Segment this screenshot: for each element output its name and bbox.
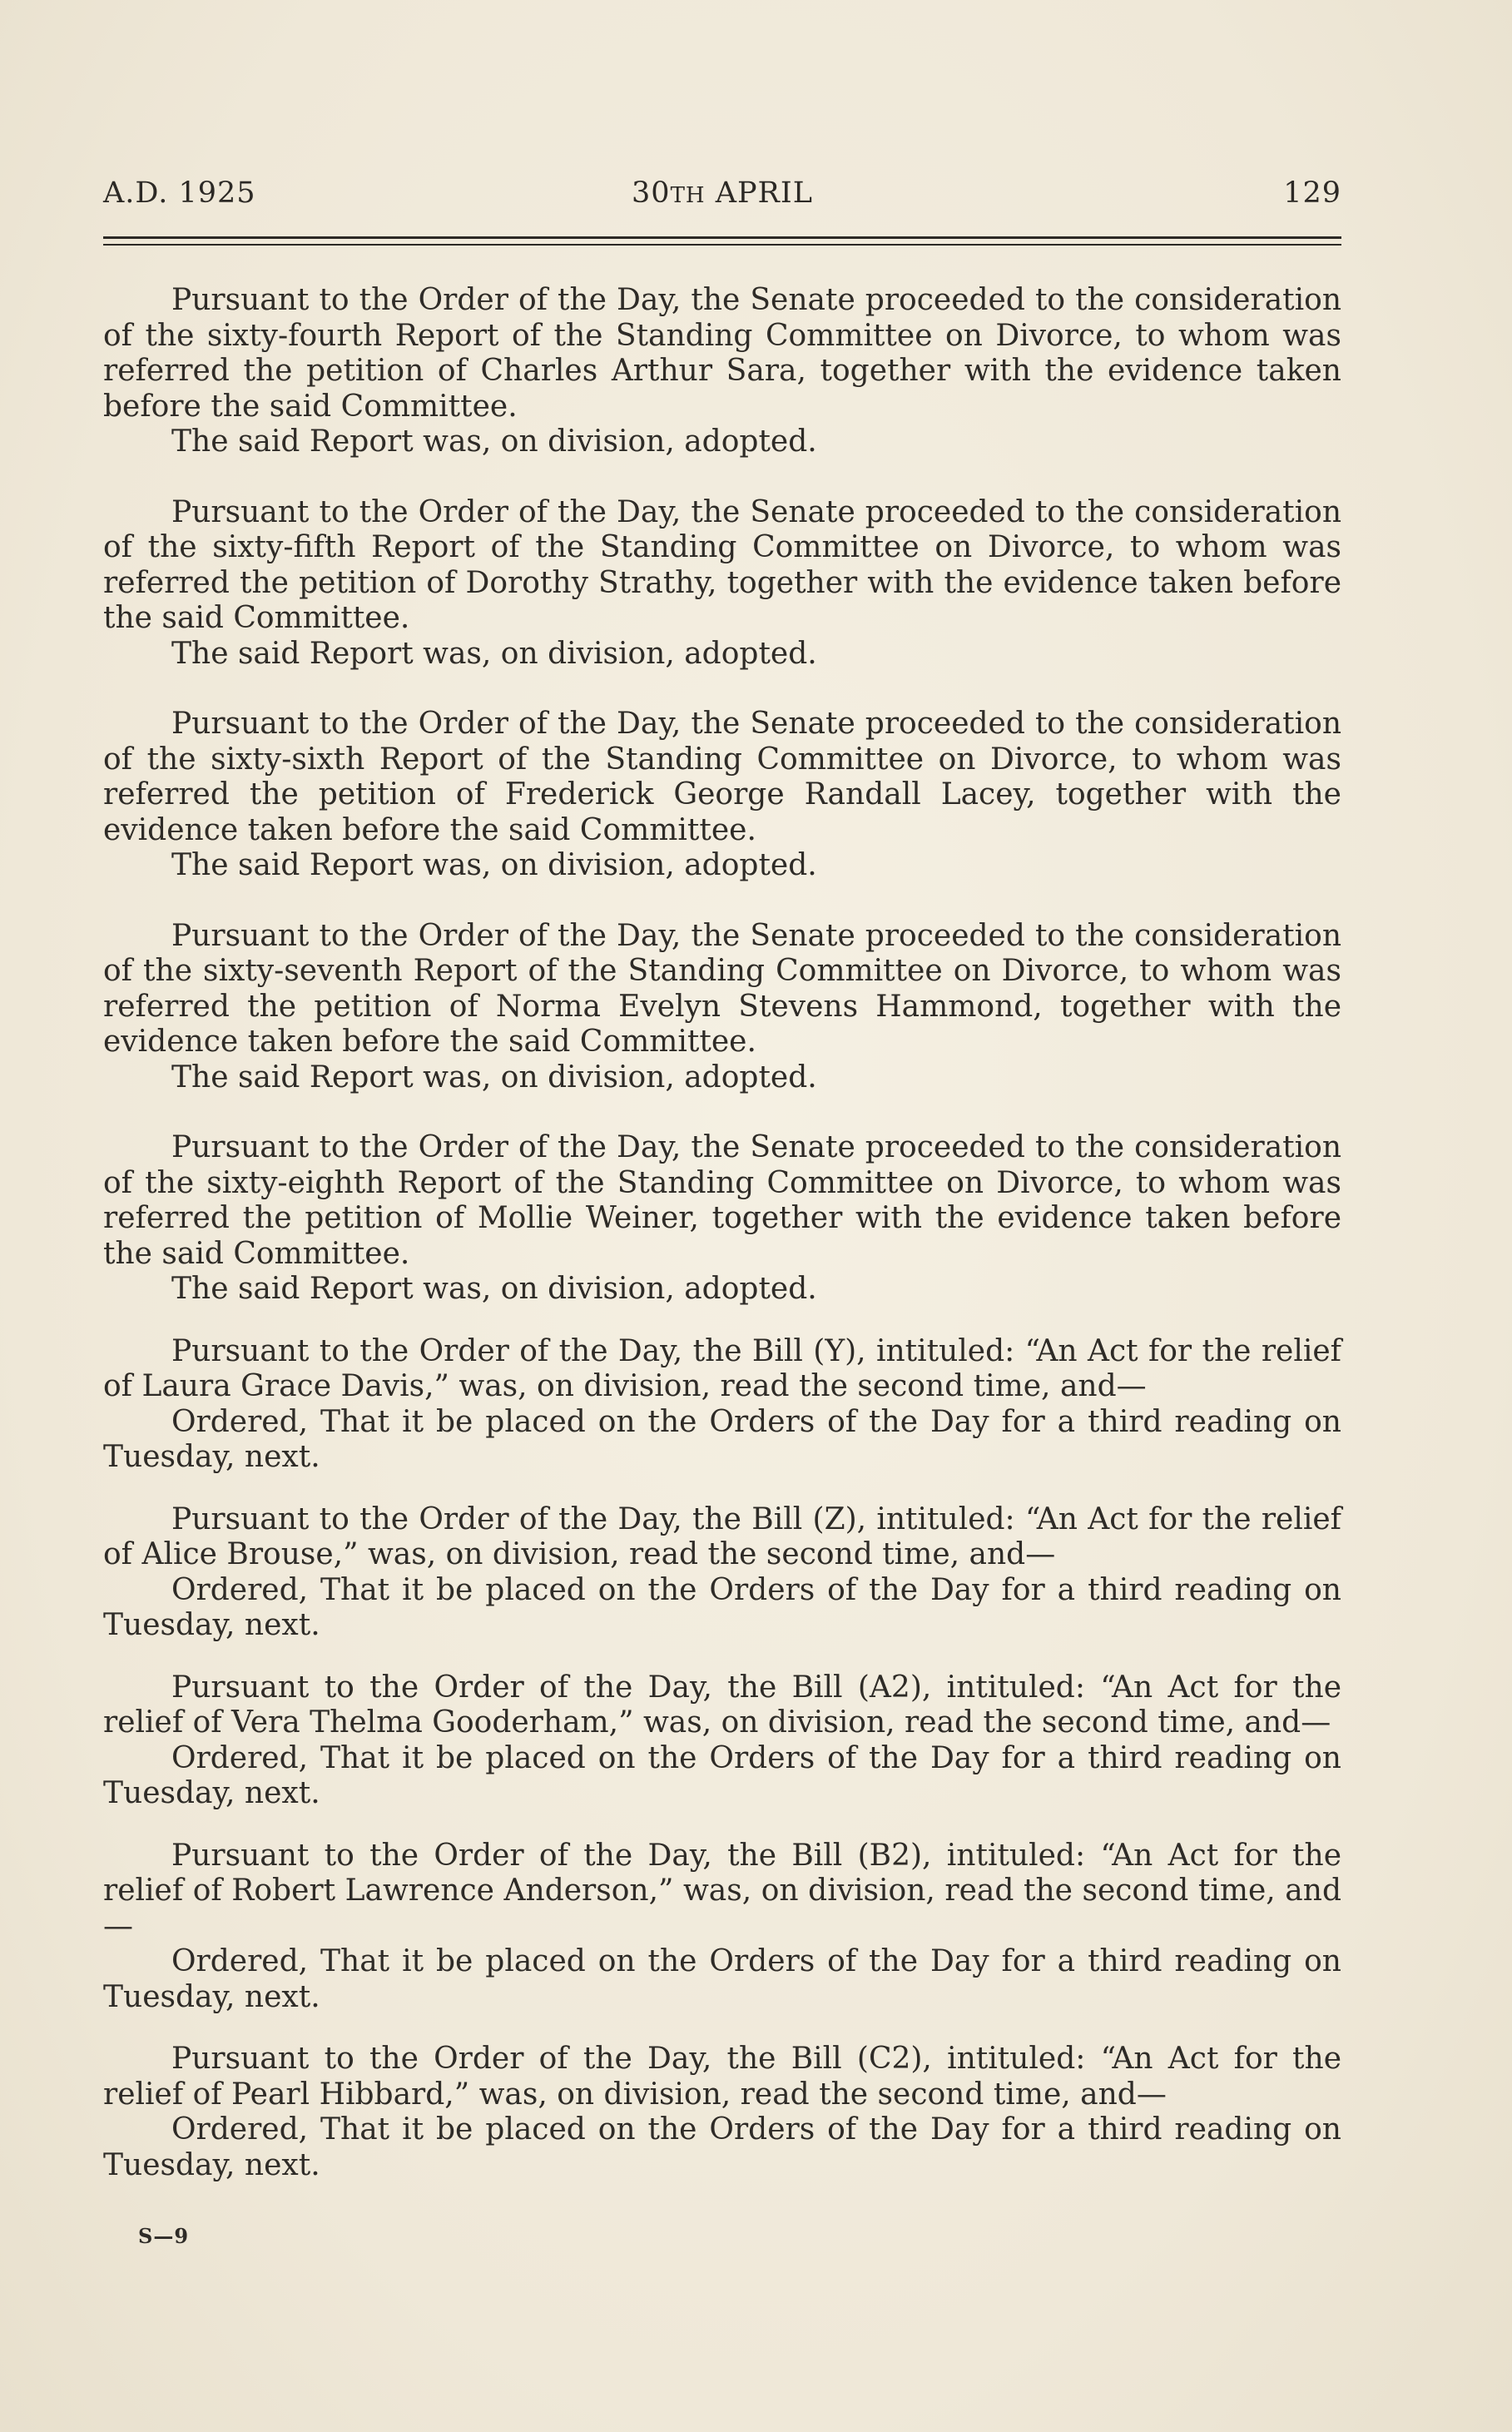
journal-entry <box>103 1839 1341 2016</box>
journal-entry <box>103 919 1341 1096</box>
page-number: 129 <box>1283 176 1341 210</box>
entry-result: Ordered, That it be placed on the Orders of the Day for a third reading on Tuesday, next. <box>103 1572 1341 1642</box>
entry-text: Pursuant to the Order of the Day, the Bill (B2), intituled: “An Act for the relief of Robert Lawrence Anderson,” was, on division, read the second time, and— <box>103 1838 1341 1943</box>
entry-result: Ordered, That it be placed on the Orders of the Day for a third reading on Tuesday, next. <box>103 2112 1341 2182</box>
entry-text: Pursuant to the Order of the Day, the Senate proceeded to the consideration of the sixty-sixth Report of the Standing Committee on Divorce, to whom was referred the petition of Frederick George Randall Lacey, together with the evidence taken before the said Committee. <box>103 707 1341 847</box>
entry-result: The said Report was, on division, adopted. <box>171 636 817 671</box>
entry-result: The said Report was, on division, adopted. <box>171 848 817 882</box>
journal-entry <box>103 1502 1341 1644</box>
entry-text: Pursuant to the Order of the Day, the Senate proceeded to the consideration of the sixty-fourth Report of the Standing Committee on Divorce, to whom was referred the petition of Charles Arthur Sara, together with the evidence taken before the said Committee. <box>103 283 1341 424</box>
journal-entry <box>103 707 1341 884</box>
entry-text: Pursuant to the Order of the Day, the Senate proceeded to the consideration of the sixty-seventh Report of the Standing Committee on Divorce, to whom was referred the petition of Norma Evelyn Stevens Hammond, together with the evidence taken before the said Committee. <box>103 918 1341 1059</box>
entry-result: The said Report was, on division, adopted. <box>171 1060 817 1094</box>
entry-text: Pursuant to the Order of the Day, the Bill (C2), intituled: “An Act for the relief of Pearl Hibbard,” was, on division, read the second time, and— <box>103 2042 1341 2112</box>
header-date-suffix: TH <box>670 183 706 208</box>
journal-entry <box>103 283 1341 460</box>
entry-result: The said Report was, on division, adopted. <box>171 1272 817 1306</box>
entry-text: Pursuant to the Order of the Day, the Senate proceeded to the consideration of the sixty-fifth Report of the Standing Committee on Divorce, to whom was referred the petition of Dorothy Strathy, together with the evidence taken before the said Committee. <box>103 494 1341 635</box>
header-rule-thin <box>103 244 1341 246</box>
journal-entry <box>103 2042 1341 2183</box>
entry-text: Pursuant to the Order of the Day, the Bill (Y), intituled: “An Act for the relief of Laura Grace Davis,” was, on division, read the second time, and— <box>103 1333 1341 1403</box>
signature-mark: S—9 <box>138 2224 190 2248</box>
journal-body <box>103 283 1341 2183</box>
entry-result: Ordered, That it be placed on the Orders of the Day for a third reading on Tuesday, next. <box>103 1944 1341 2014</box>
entry-result: Ordered, That it be placed on the Orders of the Day for a third reading on Tuesday, next. <box>103 1404 1341 1474</box>
journal-entry <box>103 1130 1341 1308</box>
entry-text: Pursuant to the Order of the Day, the Bill (A2), intituled: “An Act for the relief of Vera Thelma Gooderham,” was, on division, read the second time, and— <box>103 1670 1341 1740</box>
entry-result: The said Report was, on division, adopted. <box>171 424 817 459</box>
header-rule-thick <box>103 236 1341 239</box>
entry-text: Pursuant to the Order of the Day, the Bill (Z), intituled: “An Act for the relief of Alice Brouse,” was, on division, read the second time, and— <box>103 1501 1341 1571</box>
header-date <box>103 176 1341 210</box>
entry-text: Pursuant to the Order of the Day, the Senate proceeded to the consideration of the sixty-eighth Report of the Standing Committee on Divorce, to whom was referred the petition of Mollie Weiner, together with the evidence taken before the said Committee. <box>103 1130 1341 1271</box>
header-year: A.D. 1925 <box>103 176 256 210</box>
entry-result: Ordered, That it be placed on the Orders of the Day for a third reading on Tuesday, next. <box>103 1740 1341 1810</box>
journal-entry <box>103 1670 1341 1812</box>
header-date-month: APRIL <box>715 176 813 210</box>
page-header <box>103 176 1341 218</box>
header-date-day: 30 <box>632 176 671 210</box>
journal-entry <box>103 495 1341 673</box>
journal-entry <box>103 1334 1341 1476</box>
